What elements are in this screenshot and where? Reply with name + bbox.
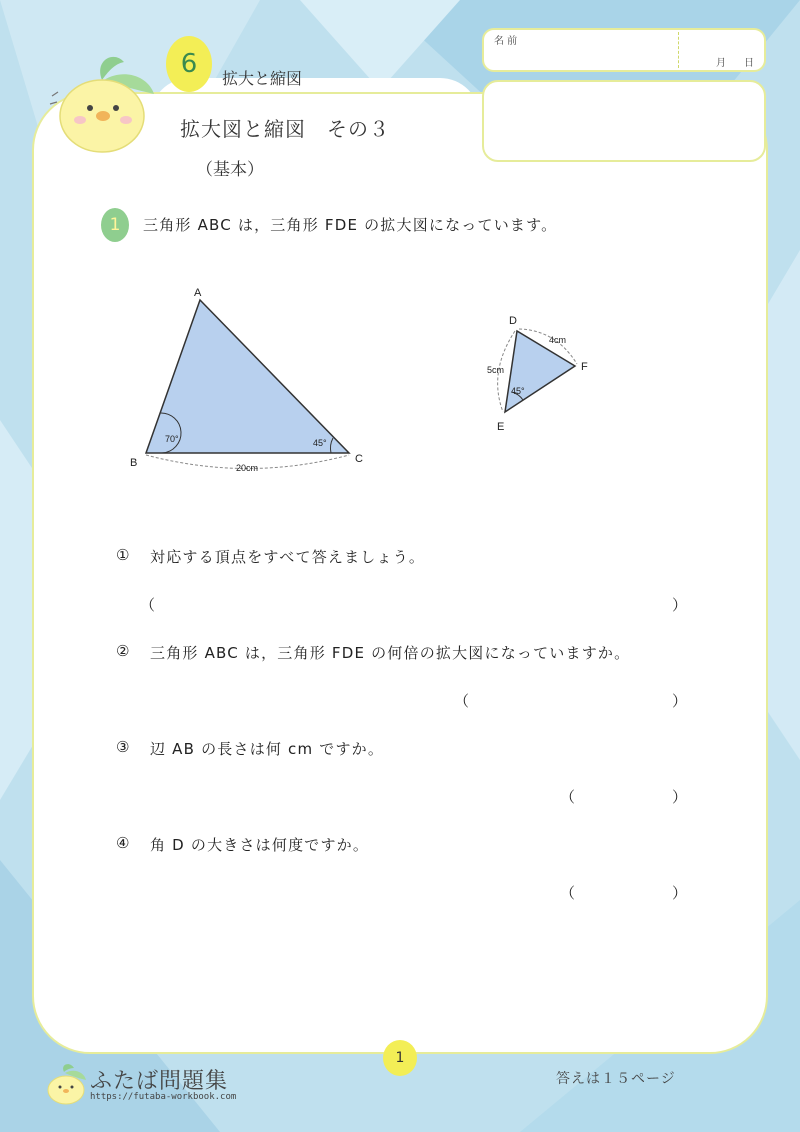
subq-2-text: 三角形 ABC は，三角形 FDE の何倍の拡大図になっていますか。: [150, 644, 631, 662]
subq-3-number: ③: [116, 738, 130, 756]
answer-1-field[interactable]: [160, 590, 660, 616]
subq-2-number: ②: [116, 642, 130, 660]
vertex-c-label: C: [355, 453, 363, 465]
vertex-b-label: B: [130, 457, 138, 469]
question-text: 三角形 ABC は，三角形 FDE の拡大図になっています。: [143, 216, 558, 234]
vertex-f-label: F: [581, 361, 588, 373]
angle-e-label: 45°: [511, 386, 525, 396]
angle-c-label: 45°: [313, 438, 327, 448]
answers-page-note: 答えは１５ページ: [556, 1071, 676, 1087]
page-title: 拡大図と縮図 その３: [180, 117, 390, 141]
side-df-label: 4cm: [549, 335, 567, 345]
brand-logo-icon: [44, 1062, 88, 1106]
subq-1-number: ①: [116, 546, 130, 564]
subq-3-text: 辺 AB の長さは何 cm ですか。: [150, 740, 385, 758]
unit-name: 拡大と縮図: [222, 69, 303, 88]
vertex-d-label: D: [509, 315, 517, 327]
brand-url[interactable]: https://futaba-workbook.com: [90, 1092, 237, 1102]
answer-2-open: （: [454, 692, 470, 710]
answer-1-close: ）: [672, 596, 688, 614]
answer-4-field[interactable]: [580, 878, 664, 904]
name-label: 名 前: [494, 36, 518, 47]
answer-4-close: ）: [672, 884, 688, 902]
vertex-a-label: A: [194, 287, 202, 299]
page-subtitle: （基本）: [196, 160, 264, 180]
triangle-abc: [146, 300, 349, 453]
question-number-badge: 1: [101, 208, 129, 242]
page-number-badge: 1: [383, 1040, 417, 1076]
subq-4-text: 角 D の大きさは何度ですか。: [150, 836, 370, 854]
vertex-e-label: E: [497, 421, 505, 433]
day-label: 日: [744, 58, 754, 69]
brand-name: ふたば問題集: [90, 1069, 229, 1094]
angle-b-label: 70°: [165, 434, 179, 444]
side-de-label: 5cm: [487, 365, 505, 375]
answer-3-field[interactable]: [580, 782, 664, 808]
side-bc-label: 20cm: [236, 463, 259, 473]
answer-1-open: （: [140, 596, 156, 614]
subq-1-text: 対応する頂点をすべて答えましょう。: [150, 548, 426, 566]
answer-2-close: ）: [672, 692, 688, 710]
month-label: 月: [716, 58, 726, 69]
answer-3-close: ）: [672, 788, 688, 806]
answer-4-open: （: [560, 884, 576, 902]
answer-2-field[interactable]: [474, 686, 664, 712]
triangle-figure: [0, 0, 800, 520]
subq-4-number: ④: [116, 834, 130, 852]
unit-number-badge: 6: [166, 36, 212, 92]
answer-3-open: （: [560, 788, 576, 806]
